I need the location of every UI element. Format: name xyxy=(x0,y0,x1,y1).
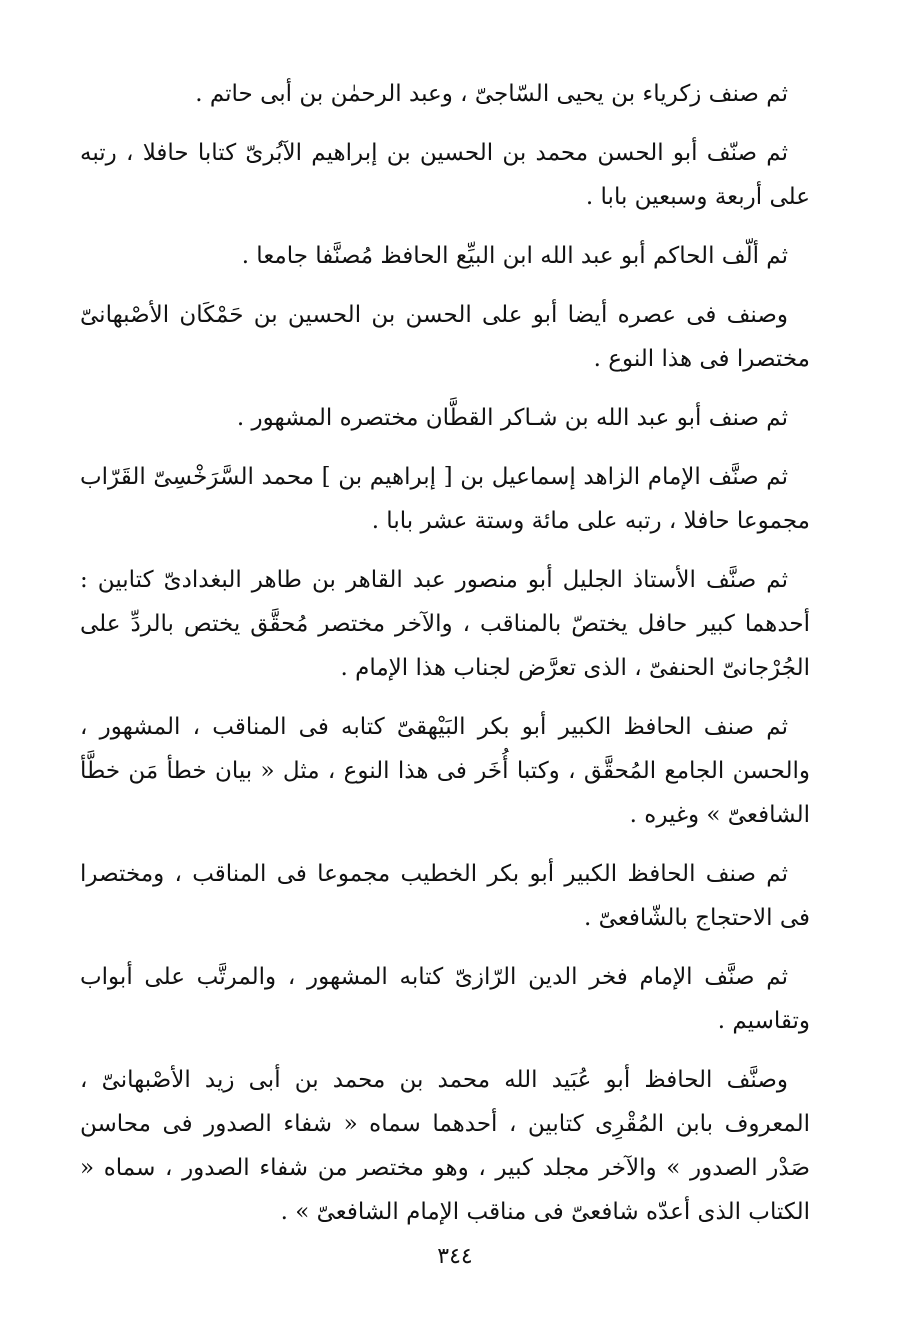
paragraph: ثم صنف الحافظ الكبير أبو بكر الخطيب مجموعا فى المناقب ، ومختصرا فى الاحتجاج بالشّافعىّ . xyxy=(80,861,810,931)
paragraph: ثم صنف الحافظ الكبير أبو بكر البَيْهقىّ كتابه فى المناقب ، المشهور ، والحسن الجامع المُحقَّق ، وكتبا أُخَر فى هذا النوع ، مثل « بيان خطأ مَن خطَّأ الشافعىّ » وغيره . xyxy=(80,714,810,828)
paragraph: وصنف فى عصره أيضا أبو على الحسن بن الحسين بن حَمْكَان الأصْبهانىّ مختصرا فى هذا النوع . xyxy=(80,302,810,372)
paragraph: ثم ألّف الحاكم أبو عبد الله ابن البيِّع الحافظ مُصنَّفا جامعا . xyxy=(241,243,788,269)
paragraph: ثم صنّف أبو الحسن محمد بن الحسين بن إبراهيم الآبُرىّ كتابا حافلا ، رتبه على أربعة وسبعين بابا . xyxy=(80,140,810,210)
paragraph: ثم صنَّف الإمام فخر الدين الرّازىّ كتابه المشهور ، والمرتَّب على أبواب وتقاسيم . xyxy=(80,964,810,1034)
page-number: ٣٤٤ xyxy=(437,1244,473,1269)
paragraph: ثم صنَّف الإمام الزاهد إسماعيل بن [ إبراهيم بن ] محمد السَّرَخْسِىّ القَرّاب مجموعا حافلا ، رتبه على مائة وستة عشر بابا . xyxy=(80,464,810,534)
paragraph: وصنَّف الحافظ أبو عُبَيد الله محمد بن محمد بن أبى زيد الأصْبهانىّ ، المعروف بابن المُقْرِى كتابين ، أحدهما سماه « شفاء الصدور فى محاسن صَدْر الصدور » والآخر مجلد كبير ، وهو مختصر من شفاء الصدور ، سماه « الكتاب الذى أعدّه شافعىّ فى مناقب الإمام الشافعىّ » . xyxy=(80,1067,810,1225)
paragraph: ثم صنَّف الأستاذ الجليل أبو منصور عبد القاهر بن طاهر البغدادىّ كتابين : أحدهما كبير حافل يختصّ بالمناقب ، والآخر مختصر مُحقَّق يختص بالردِّ على الجُرْجانىّ الحنفىّ ، الذى تعرَّض لجناب هذا الإمام . xyxy=(80,567,810,681)
paragraph: ثم صنف زكرياء بن يحيى السّاجىّ ، وعبد الرحمٰن بن أبى حاتم . xyxy=(195,81,788,107)
page-text-body xyxy=(80,72,810,1249)
paragraph: ثم صنف أبو عبد الله بن شـاكر القطَّان مختصره المشهور . xyxy=(236,405,788,431)
